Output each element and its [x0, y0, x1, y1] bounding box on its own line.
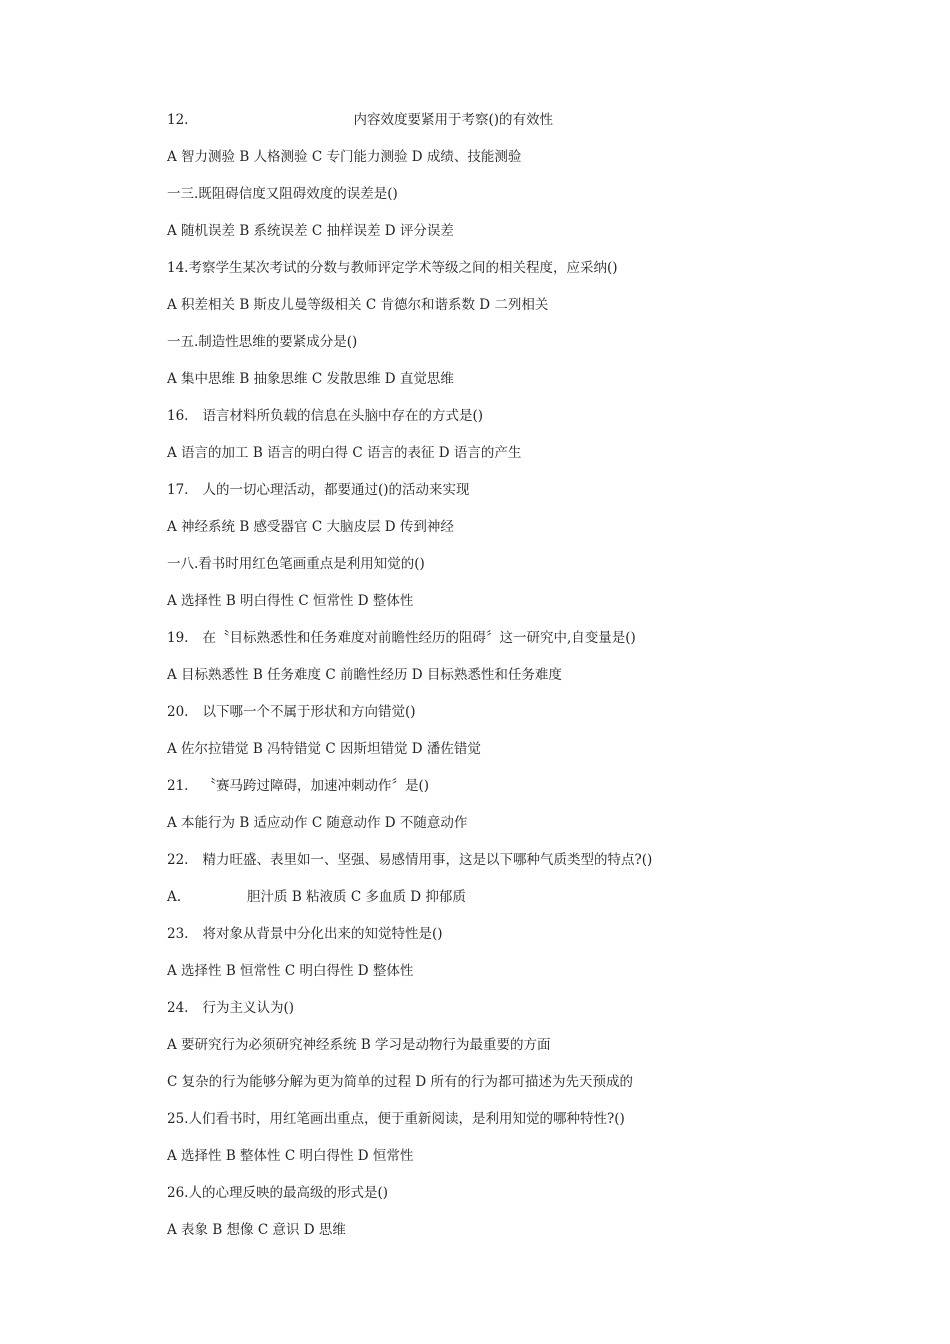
question-number: 21.	[167, 778, 189, 794]
options-22	[167, 888, 466, 906]
options-18: A 选择性 B 明白得性 C 恒常性 D 整体性	[167, 593, 414, 609]
options-25: A 选择性 B 整体性 C 明白得性 D 恒常性	[167, 1148, 414, 1164]
question-24	[167, 999, 294, 1017]
question-number: 23.	[167, 926, 189, 942]
question-text: 精力旺盛、表里如一、坚强、易感情用事，这是以下哪种气质类型的特点?()	[202, 852, 653, 868]
question-text: 人的一切心理活动，都要通过()的活动来实现	[202, 482, 470, 498]
options-21: A 本能行为 B 适应动作 C 随意动作 D 不随意动作	[167, 815, 468, 831]
question-text: 行为主义认为()	[202, 1000, 295, 1016]
question-number: 12.	[167, 112, 189, 128]
question-17	[167, 481, 470, 499]
question-text: 语言材料所负载的信息在头脑中存在的方式是()	[202, 408, 484, 424]
options-19: A 目标熟悉性 B 任务难度 C 前瞻性经历 D 目标熟悉性和任务难度	[167, 667, 562, 683]
question-19	[167, 629, 636, 647]
options-17: A 神经系统 B 感受器官 C 大脑皮层 D 传到神经	[167, 519, 454, 535]
question-text: 以下哪一个不属于形状和方向错觉()	[202, 704, 416, 720]
options-24-ab: A 要研究行为必须研究神经系统 B 学习是动物行为最重要的方面	[167, 1037, 551, 1053]
options-26: A 表象 B 想像 C 意识 D 思维	[167, 1222, 346, 1238]
question-15: 一五.制造性思维的要紧成分是()	[167, 334, 358, 350]
question-number: 22.	[167, 852, 189, 868]
question-number: 16.	[167, 408, 189, 424]
question-text: 〝赛马跨过障碍，加速冲刺动作〞是()	[202, 778, 430, 794]
question-23	[167, 925, 443, 943]
options-16: A 语言的加工 B 语言的明白得 C 语言的表征 D 语言的产生	[167, 445, 522, 461]
question-number: 24.	[167, 1000, 189, 1016]
question-text: 在〝目标熟悉性和任务难度对前瞻性经历的阻碍〞这一研究中,自变量是()	[202, 630, 636, 646]
option-label: A.	[167, 889, 182, 905]
question-number: 17.	[167, 482, 189, 498]
question-20	[167, 703, 416, 721]
question-number: 19.	[167, 630, 189, 646]
question-text: 内容效度要紧用于考察()的有效性	[353, 112, 554, 128]
options-14: A 积差相关 B 斯皮儿曼等级相关 C 肯德尔和谐系数 D 二列相关	[167, 297, 549, 313]
question-25: 25.人们看书时，用红笔画出重点，便于重新阅读，是利用知觉的哪种特性?()	[167, 1111, 625, 1127]
question-16	[167, 407, 483, 425]
question-13: 一三.既阻碍信度又阻碍效度的误差是()	[167, 186, 398, 202]
options-15: A 集中思维 B 抽象思维 C 发散思维 D 直觉思维	[167, 371, 454, 387]
options-20: A 佐尔拉错觉 B 冯特错觉 C 因斯坦错觉 D 潘佐错觉	[167, 741, 481, 757]
options-12: A 智力测验 B 人格测验 C 专门能力测验 D 成绩、技能测验	[167, 149, 522, 165]
question-22	[167, 851, 652, 869]
question-21	[167, 777, 429, 795]
question-14: 14.考察学生某次考试的分数与教师评定学术等级之间的相关程度，应采纳()	[167, 260, 618, 276]
options-13: A 随机误差 B 系统误差 C 抽样误差 D 评分误差	[167, 223, 454, 239]
options-23: A 选择性 B 恒常性 C 明白得性 D 整体性	[167, 963, 414, 979]
question-12	[167, 111, 553, 129]
question-text: 将对象从背景中分化出来的知觉特性是()	[202, 926, 443, 942]
option-text: 胆汁质 B 粘液质 C 多血质 D 抑郁质	[247, 889, 466, 905]
question-26: 26.人的心理反映的最高级的形式是()	[167, 1185, 389, 1201]
options-24-cd: C 复杂的行为能够分解为更为简单的过程 D 所有的行为都可描述为先天预成的	[167, 1074, 634, 1090]
question-number: 20.	[167, 704, 189, 720]
question-18: 一八.看书时用红色笔画重点是利用知觉的()	[167, 556, 425, 572]
